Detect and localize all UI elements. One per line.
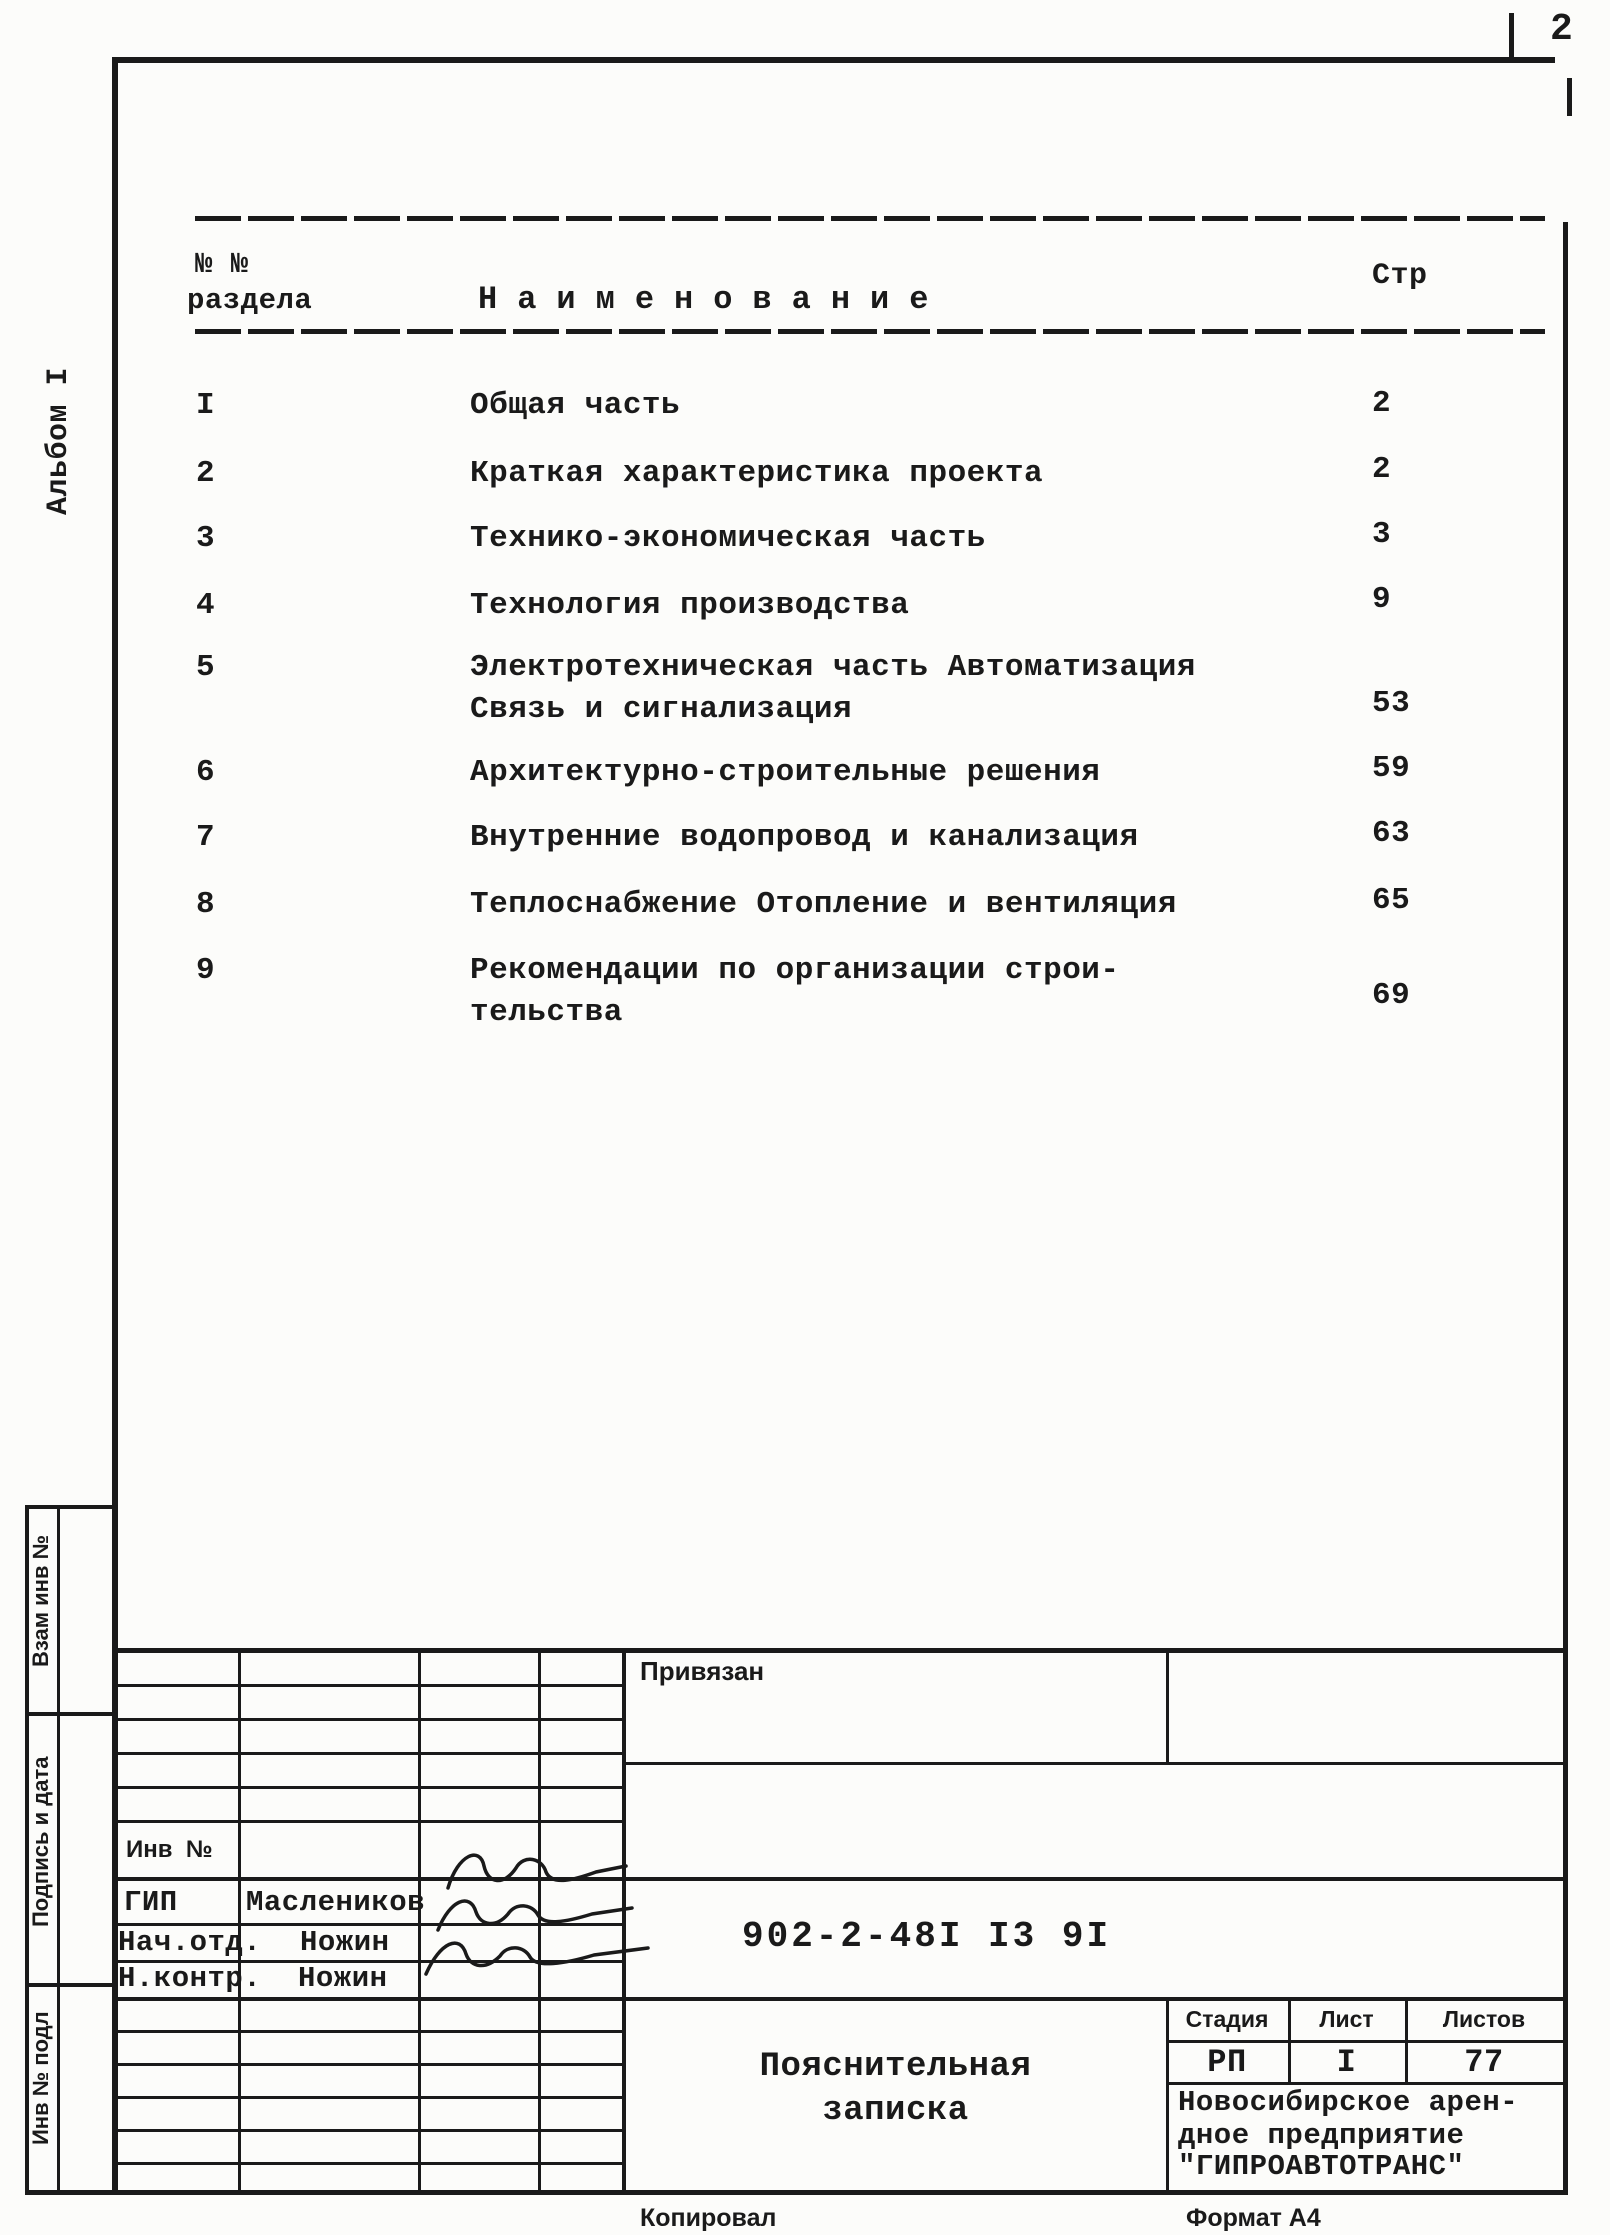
grid-line [112, 1786, 625, 1789]
document-number: 902-2-48I I3 9I [742, 1916, 1112, 1957]
toc-row-page: 69 [1372, 978, 1411, 1013]
company-name-line1: Новосибирское арен- [1178, 2086, 1519, 2119]
signature-name: Ножин [300, 1926, 390, 1959]
toc-row-number: 7 [196, 820, 216, 855]
grid-line [1166, 2040, 1568, 2043]
toc-row-title: Рекомендации по организации строи- [470, 953, 1120, 988]
grid-line [238, 1650, 241, 2190]
grid-line [112, 1820, 625, 1823]
title-block-line [112, 1877, 1568, 1881]
grid-line [112, 1684, 625, 1687]
sheets-total-value: 77 [1464, 2044, 1504, 2081]
toc-row-page: 53 [1372, 686, 1411, 721]
grid-line [112, 1752, 625, 1755]
toc-row-number: 3 [196, 521, 216, 556]
corner-tick-mark [1509, 13, 1514, 58]
toc-row-number: 6 [196, 755, 216, 790]
toc-row-title-line2: тельства [470, 995, 623, 1030]
toc-row-number: 5 [196, 650, 216, 685]
grid-line [112, 2096, 625, 2099]
inventory-number-label: Инв № [126, 1836, 213, 1863]
page-number: 2 [1550, 8, 1574, 51]
title-block-line [625, 1762, 1568, 1765]
binding-label: Привязан [640, 1656, 765, 1686]
toc-row-number: 4 [196, 588, 216, 623]
toc-row-page: 2 [1372, 452, 1392, 487]
document-title-line1: Пояснительная [759, 2048, 1032, 2086]
sheet-label: Лист [1319, 2006, 1374, 2032]
toc-row-page: 3 [1372, 517, 1392, 552]
strip-inner-line [57, 1505, 60, 2190]
toc-header-num-line1: № № [195, 248, 249, 281]
toc-header-num-line2: раздела [187, 284, 313, 317]
toc-row-page: 65 [1372, 883, 1411, 918]
grid-line [112, 2162, 625, 2165]
signature-role: Н.контр. [118, 1962, 262, 1995]
strip-divider-line [25, 1712, 112, 1716]
toc-row-number: I [196, 388, 216, 423]
strip-top-line [25, 1505, 112, 1509]
strip-label-inv-podl: Инв № подл [28, 2011, 53, 2145]
company-name-line3: "ГИПРОАВТОТРАНС" [1178, 2150, 1465, 2183]
sheets-total-label: Листов [1442, 2006, 1526, 2032]
toc-row-page: 2 [1372, 386, 1392, 421]
grid-line [1166, 1650, 1169, 1762]
signature-name: Маслеников [246, 1886, 426, 1919]
grid-line [1166, 2082, 1568, 2085]
toc-header-page: Стр [1372, 259, 1428, 293]
strip-divider-line [25, 1983, 112, 1987]
sheet-value: I [1336, 2044, 1357, 2081]
toc-row-title: Электротехническая часть Автоматизация [470, 650, 1196, 685]
toc-row-title: Краткая характеристика проекта [470, 456, 1044, 491]
album-label: Альбом I [42, 366, 76, 515]
document-title-line2: записка [822, 2092, 969, 2130]
toc-row-title: Общая часть [470, 388, 681, 423]
paper-format-label: Формат А4 [1186, 2204, 1321, 2232]
corner-tick-mark [1567, 78, 1572, 116]
toc-row-number: 9 [196, 953, 216, 988]
left-border-line [112, 57, 118, 2195]
toc-row-title: Технология производства [470, 588, 910, 623]
right-border-line [1563, 222, 1568, 2195]
toc-row-title-line2: Связь и сигнализация [470, 692, 853, 727]
toc-top-rule [195, 216, 1545, 221]
title-block-line [112, 1997, 1568, 2001]
toc-row-number: 2 [196, 456, 216, 491]
grid-line [112, 2030, 625, 2033]
signature-name: Ножин [298, 1962, 388, 1995]
copied-by-label: Копировал [640, 2204, 777, 2232]
signature-role: Нач.отд. [118, 1926, 262, 1959]
toc-row-title: Теплоснабжение Отопление и вентиляция [470, 887, 1177, 922]
toc-row-number: 8 [196, 887, 216, 922]
top-border-line [112, 57, 1555, 63]
grid-line [112, 2063, 625, 2066]
strip-label-podpis-data: Подпись и дата [28, 1756, 53, 1927]
toc-row-page: 63 [1372, 816, 1411, 851]
title-block-bottom-line [25, 2190, 1568, 2195]
grid-line [112, 1718, 625, 1721]
toc-row-page: 9 [1372, 582, 1392, 617]
title-block-top-line [112, 1648, 1568, 1653]
stage-label: Стадия [1185, 2006, 1269, 2032]
toc-row-title: Архитектурно-строительные решения [470, 755, 1101, 790]
strip-label-vzam-inv: Взам инв № [28, 1534, 53, 1667]
stage-value: РП [1207, 2044, 1247, 2081]
toc-row-title: Технико-экономическая часть [470, 521, 986, 556]
toc-header-rule [195, 329, 1545, 334]
grid-line [112, 2129, 625, 2132]
signature-role: ГИП [124, 1886, 178, 1919]
handwritten-signature [408, 1836, 678, 1996]
toc-row-title: Внутренние водопровод и канализация [470, 820, 1139, 855]
company-name-line2: дное предприятие [1178, 2119, 1465, 2152]
toc-header-name: Наименование [478, 281, 949, 318]
toc-row-page: 59 [1372, 751, 1411, 786]
